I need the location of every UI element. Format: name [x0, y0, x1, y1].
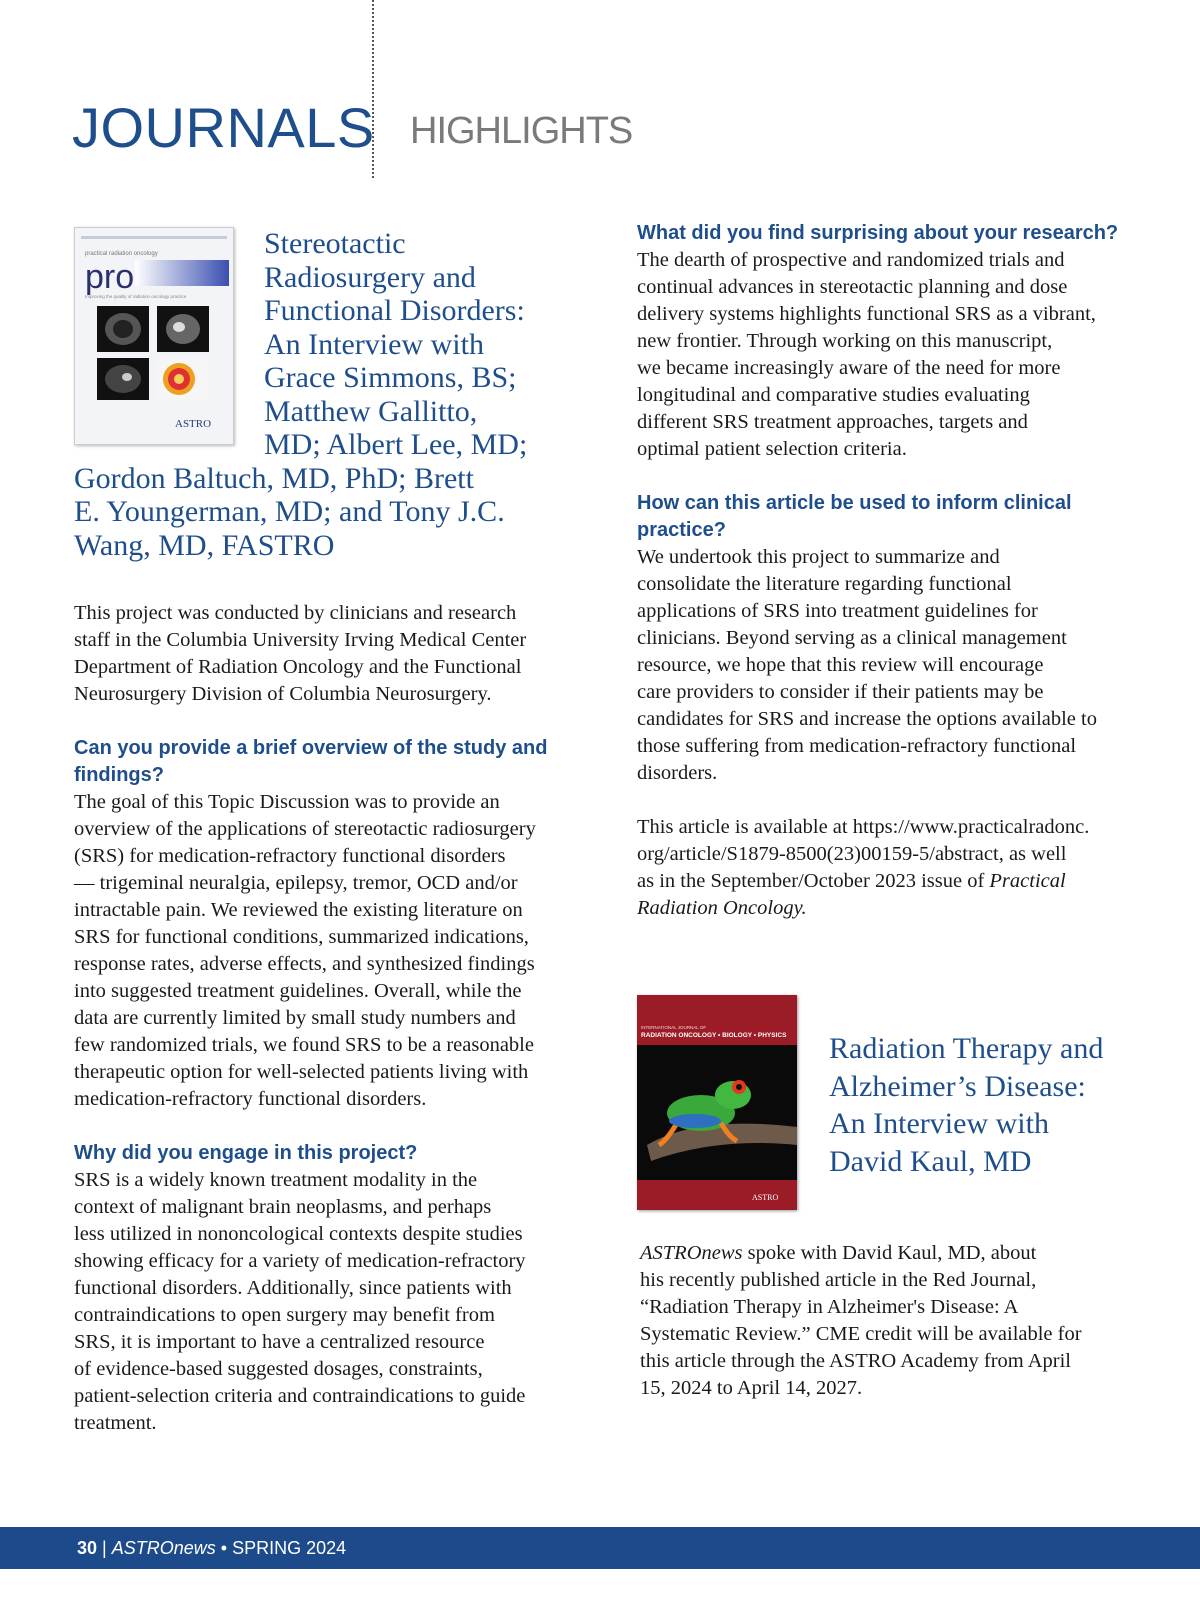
answer-line: contraindications to open surgery may benefit from [74, 1304, 495, 1326]
answer-line: intractable pain. We reviewed the existing literature on [74, 899, 523, 921]
intro-line: staff in the Columbia University Irving Medical Center [74, 629, 527, 651]
cover1-banner: practical radiation oncology [85, 251, 158, 257]
article2-intro [640, 1240, 1130, 1402]
answer-line: patient-selection criteria and contraindications to guide [74, 1385, 526, 1407]
article1-title-line: Stereotactic [264, 227, 406, 260]
journal-name: Practical [989, 870, 1066, 892]
article1-title-line: Wang, MD, FASTRO [74, 528, 335, 562]
cover1-publisher: ASTRO [175, 418, 212, 430]
pro-journal-cover-image [74, 227, 234, 445]
intro-line: 15, 2024 to April 14, 2027. [640, 1377, 863, 1399]
answer-line: SRS, it is important to have a centralized resource [74, 1331, 485, 1353]
question-heading: How can this article be used to inform clinical [637, 492, 1072, 514]
article1-intro [74, 600, 564, 708]
journal-name: Radiation Oncology. [637, 897, 807, 919]
answer-paragraph [74, 789, 564, 1113]
article1-title-line: E. Youngerman, MD; and Tony J.C. [74, 495, 505, 528]
answer-line: new frontier. Through working on this manuscript, [637, 330, 1053, 352]
answer-line: treatment. [74, 1412, 157, 1434]
answer-line: longitudinal and comparative studies evaluating [637, 384, 1030, 406]
article1-title-line: Radiosurgery and [264, 260, 476, 294]
answer-line: overview of the applications of stereotactic radiosurgery [74, 818, 536, 840]
answer-line: functional disorders. Additionally, since patients with [74, 1277, 512, 1299]
section-title: JOURNALS [72, 96, 375, 159]
answer-line: optimal patient selection criteria. [637, 438, 907, 460]
question-heading: findings? [74, 764, 164, 786]
answer-line: clinicians. Beyond serving as a clinical management [637, 627, 1067, 649]
article2-title-line: Alzheimer’s Disease: [829, 1069, 1086, 1103]
article1-header [74, 227, 564, 562]
answer-line: resource, we hope that this review will encourage [637, 654, 1044, 676]
intro-line [640, 1240, 1130, 1267]
article2-title-line: An Interview with [829, 1107, 1049, 1140]
answer-line: into suggested treatment guidelines. Overall, while the [74, 980, 522, 1002]
availability-line: This article is available at https://www.practicalradonc. [637, 816, 1090, 838]
intro-line: “Radiation Therapy in Alzheimer's Disease: A [640, 1296, 1019, 1318]
article1-title-line: Grace Simmons, BS; [264, 361, 517, 394]
footer-bullet: • [220, 1538, 228, 1558]
availability-line [637, 868, 1127, 895]
answer-line: context of malignant brain neoplasms, and perhaps [74, 1196, 492, 1218]
article1-title-line: Gordon Baltuch, MD, PhD; Brett [74, 461, 474, 495]
answer-line: care providers to consider if their patients may be [637, 681, 1044, 703]
article1-title-line: Functional Disorders: [264, 294, 525, 327]
answer-line: data are currently limited by small study numbers and [74, 1007, 516, 1029]
answer-line: medication-refractory functional disorders. [74, 1088, 427, 1110]
availability-text: as in the September/October 2023 issue of [637, 870, 985, 892]
intro-line: This project was conducted by clinicians and research [74, 602, 517, 624]
footer-publication: ASTROnews [111, 1538, 216, 1558]
answer-line: (SRS) for medication-refractory functional disorders [74, 845, 506, 867]
right-column [637, 220, 1127, 922]
cover2-journal-line1: INTERNATIONAL JOURNAL OF [641, 1025, 707, 1030]
answer-line: candidates for SRS and increase the options available to [637, 708, 1097, 730]
question-heading: What did you find surprising about your research? [637, 222, 1119, 244]
question-heading: practice? [637, 519, 726, 541]
cover1-logo: pro [85, 258, 135, 296]
footer-text [77, 1535, 346, 1561]
answer-line: few randomized trials, we found SRS to be a reasonable [74, 1034, 534, 1056]
question-heading: Why did you engage in this project? [74, 1142, 418, 1164]
question-heading: Can you provide a brief overview of the study and [74, 737, 548, 759]
cover1-tagline: Improving the quality of radiation oncology practice [85, 294, 187, 299]
answer-line: consolidate the literature regarding functional [637, 573, 1012, 595]
answer-paragraph [637, 544, 1127, 787]
answer-line: of evidence-based suggested dosages, constraints, [74, 1358, 483, 1380]
answer-line: response rates, adverse effects, and synthesized findings [74, 953, 535, 975]
answer-line: different SRS treatment approaches, targets and [637, 411, 1028, 433]
answer-line: We undertook this project to summarize and [637, 546, 1000, 568]
answer-line: therapeutic option for well-selected patients living with [74, 1061, 529, 1083]
left-column [74, 220, 564, 1437]
answer-line: delivery systems highlights functional SRS as a vibrant, [637, 303, 1096, 325]
intro-text: spoke with David Kaul, MD, about [742, 1242, 1037, 1264]
answer-line: The goal of this Topic Discussion was to provide an [74, 791, 500, 813]
answer-line: less utilized in nononcological contexts despite studies [74, 1223, 523, 1245]
answer-line: disorders. [637, 762, 718, 784]
article2-title [829, 1030, 1159, 1180]
subsection-title: HIGHLIGHTS [410, 110, 633, 152]
article2-title-line: David Kaul, MD [829, 1144, 1032, 1178]
red-journal-cover-art [637, 995, 797, 1210]
article1-title-line: An Interview with [264, 327, 484, 361]
page-number: 30 [77, 1538, 98, 1558]
cover2-publisher: ASTRO [752, 1193, 779, 1202]
article2-title-line: Radiation Therapy and [829, 1032, 1104, 1065]
answer-line: SRS for functional conditions, summarized indications, [74, 926, 529, 948]
intro-line: Systematic Review.” CME credit will be available for [640, 1323, 1082, 1345]
answer-paragraph [637, 247, 1127, 463]
header-divider [372, 0, 374, 178]
intro-line: this article through the ASTRO Academy from April [640, 1350, 1072, 1372]
intro-line: Department of Radiation Oncology and the Functional [74, 656, 522, 678]
answer-line: we became increasingly aware of the need for more [637, 357, 1061, 379]
intro-line: his recently published article in the Red Journal, [640, 1269, 1037, 1291]
publication-name: ASTROnews [640, 1242, 743, 1264]
footer-issue: SPRING 2024 [232, 1538, 347, 1558]
cover2-journal-line2: RADIATION ONCOLOGY • BIOLOGY • PHYSICS [641, 1032, 787, 1039]
answer-line: showing efficacy for a variety of medication-refractory [74, 1250, 526, 1272]
answer-paragraph [74, 1167, 564, 1437]
availability-line: org/article/S1879-8500(23)00159-5/abstract, as well [637, 843, 1067, 865]
availability-paragraph [637, 814, 1127, 922]
footer-separator: | [102, 1538, 107, 1558]
answer-line: those suffering from medication-refractory functional [637, 735, 1077, 757]
article1-title-line: Matthew Gallitto, [264, 394, 478, 428]
answer-line: continual advances in stereotactic planning and dose [637, 276, 1068, 298]
availability-line [637, 895, 1127, 922]
intro-line: Neurosurgery Division of Columbia Neurosurgery. [74, 683, 492, 705]
pro-cover-art [75, 228, 233, 444]
red-journal-cover-image [637, 995, 797, 1210]
answer-line: applications of SRS into treatment guidelines for [637, 600, 1038, 622]
answer-line: — trigeminal neuralgia, epilepsy, tremor, OCD and/or [74, 872, 518, 894]
article1-title-line: MD; Albert Lee, MD; [264, 428, 528, 461]
answer-line: The dearth of prospective and randomized trials and [637, 249, 1065, 271]
answer-line: SRS is a widely known treatment modality in the [74, 1169, 478, 1191]
